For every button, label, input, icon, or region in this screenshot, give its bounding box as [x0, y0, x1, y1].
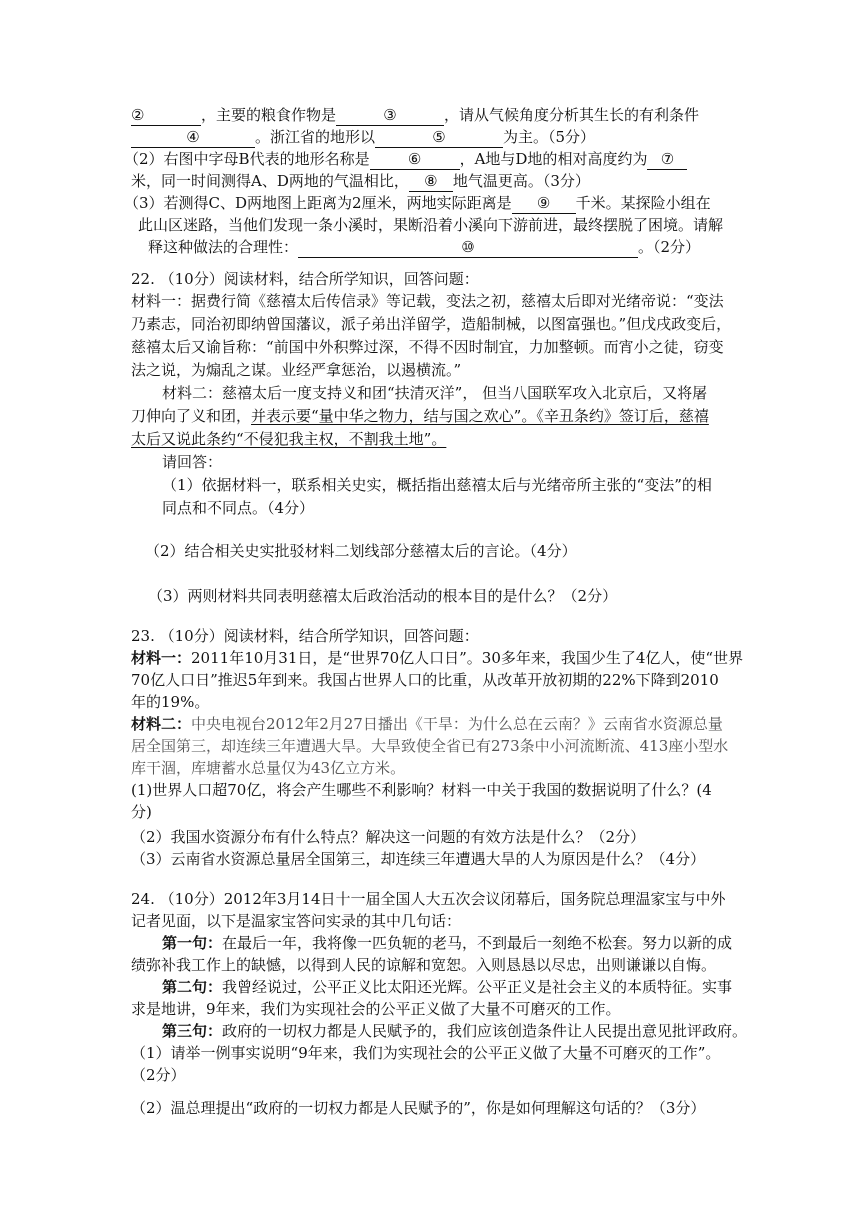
- sentence-1-label: 第一句：: [162, 934, 223, 952]
- answer-blank-7[interactable]: ⑦: [647, 149, 687, 170]
- material-2-label: 材料二：: [131, 715, 192, 733]
- q21-line-3: （2）右图中字母B代表的地形名称是 ⑥ ，A地与D地的相对高度约为 ⑦: [124, 148, 687, 170]
- q22-material-1-line-2: 乃素志，同治初即纳曾国藩议，派子弟出洋留学，造船制械，以图富强也。”但戊戌政变后，: [131, 315, 732, 333]
- answer-blank-2[interactable]: ②: [131, 105, 201, 126]
- q24-para-2-line-1: 第二句：我曾经说过，公平正义比太阳还光辉。公平正义是社会主义的本质特征。实事: [162, 978, 733, 996]
- q23-material-1-line-3: 年的19%。: [131, 693, 210, 711]
- q22-sub-1-line-1: （1）依据材料一，联系相关史实，概括指出慈禧太后与光绪帝所主张的“变法”的相: [162, 476, 712, 494]
- q23-title: 23. （10分）阅读材料，结合所学知识，回答问题：: [131, 627, 479, 645]
- q21-line-5: （3）若测得C、D两地图上距离为2厘米，两地实际距离是 ⑨ 千米。某探险小组在: [124, 194, 711, 212]
- q24-sub-1-line-1: （1）请举一例事实说明“9年来，我们为实现社会的公平正义做了大量不可磨灭的工作”。: [131, 1044, 721, 1062]
- sentence-3-label: 第三句：: [162, 1022, 223, 1040]
- q23-material-1-line-2: 70亿人口日”推迟5年到来。我国占世界人口的比重，从改革开放初期的22%下降到2010: [131, 671, 719, 689]
- q23-sub-1-line-1: (1)世界人口超70亿，将会产生哪些不利影响？材料一中关于我国的数据说明了什么？(4: [131, 781, 712, 799]
- answer-blank-4[interactable]: ④: [131, 127, 255, 148]
- q23-material-2-line-2: 居全国第三，却连续三年遭遇大旱。大旱致使全省已有273条中小河流断流、413座小型水: [131, 737, 729, 755]
- q23-sub-3: （3）云南省水资源总量居全国第三，却连续三年遭遇大旱的人为原因是什么？（4分）: [131, 850, 706, 868]
- q23-sub-2: （2）我国水资源分布有什么特点？解决这一问题的有效方法是什么？（2分）: [131, 828, 646, 846]
- q24-sub-2: （2）温总理提出“政府的一切权力都是人民赋予的”，你是如何理解这句话的？（3分）: [131, 1099, 706, 1117]
- sentence-2-label: 第二句：: [162, 978, 223, 996]
- q23-material-2-line-3: 库干涸，库塘蓄水总量仅为43亿立方米。: [131, 759, 406, 777]
- q24-para-1-line-2: 绩弥补我工作上的缺憾，以得到人民的谅解和宽恕。入则恳恳以尽忠，出则谦谦以自悔。: [131, 956, 717, 974]
- q22-material-1-line-1: 材料一：据费行简《慈禧太后传信录》等记载，变法之初，慈禧太后即对光绪帝说：“变法: [131, 292, 724, 310]
- q21-line-4: 米，同一时间测得A、D两地的气温相比， ⑧ 地气温更高。（3分）: [131, 172, 590, 190]
- q22-sub-3: （3）两则材料共同表明慈禧太后政治活动的根本目的是什么？（2分）: [148, 587, 618, 605]
- q23-material-1-line-1: 材料一：2011年10月31日，是“世界70亿人口日”。30多年来，我国少生了4亿人，使“世界: [131, 649, 744, 667]
- q21-line-1: ② ，主要的粮食作物是 ③ ，请从气候角度分析其生长的有利条件: [131, 106, 700, 124]
- q24-para-1-line-1: 第一句：在最后一年，我将像一匹负轭的老马，不到最后一刻绝不松套。努力以新的成: [162, 934, 733, 952]
- q22-sub-2: （2）结合相关史实批驳材料二划线部分慈禧太后的言论。（4分）: [145, 542, 577, 560]
- q24-line-2: 记者见面，以下是温家宝答问实录的其中几句话：: [131, 912, 462, 930]
- underlined-quote: 并表示要“量中华之物力，结与国之欢心”。《辛丑条约》签订后，慈禧: [251, 407, 709, 425]
- q21-line-7: 释这种做法的合理性： ⑩ 。（2分）: [148, 238, 701, 256]
- q22-sub-1-line-2: 同点和不同点。（4分）: [162, 499, 315, 517]
- answer-blank-9[interactable]: ⑨: [512, 193, 576, 214]
- q22-material-2-line-3: 太后又说此条约“不侵犯我主权，不割我土地”。: [131, 430, 447, 448]
- q22-material-1-line-4: 法之说，为煽乱之谋。业经严拿惩治，以遏横流。”: [131, 361, 462, 379]
- q21-line-6: 此山区迷路，当他们发现一条小溪时，果断沿着小溪向下游前进，最终摆脱了困境。请解: [138, 216, 724, 234]
- q23-material-2-line-1: 材料二：中央电视台2012年2月27日播出《干旱：为什么总在云南？》云南省水资源总量: [131, 715, 723, 733]
- q24-line-1: 24. （10分）2012年3月14日十一届全国人大五次会议闭幕后，国务院总理温家宝与中外: [131, 890, 726, 908]
- q21-line-2: ④ 。浙江省的地形以 ⑤ 为主。（5分）: [131, 126, 595, 148]
- q24-para-3-line-1: 第三句：政府的一切权力都是人民赋予的，我们应该创造条件让人民提出意见批评政府。: [162, 1022, 748, 1040]
- q22-material-2-line-2: 刀伸向了义和团，并表示要“量中华之物力，结与国之欢心”。《辛丑条约》签订后，慈禧: [131, 407, 709, 425]
- q24-para-2-line-2: 求是地讲，9年来，我们为实现社会的公平正义做了大量不可磨灭的工作。: [131, 1000, 621, 1018]
- answer-blank-6[interactable]: ⑥: [370, 149, 460, 170]
- answer-blank-8[interactable]: ⑧: [409, 171, 453, 192]
- q22-material-1-line-3: 慈禧太后又谕旨称：“前国中外积弊过深，不得不因时制宜，力加整顿。而宵小之徒，窃变: [131, 338, 724, 356]
- q22-material-2-line-1: 材料二：慈禧太后一度支持义和团“扶清灭洋”， 但当八国联军攻入北京后，又将屠: [162, 384, 708, 402]
- q24-sub-1-line-2: （2分）: [131, 1066, 186, 1084]
- answer-blank-10[interactable]: ⑩: [298, 237, 638, 258]
- q22-ask: 请回答：: [162, 453, 223, 471]
- answer-blank-3[interactable]: ③: [336, 105, 444, 126]
- material-1-label: 材料一：: [131, 649, 192, 667]
- q23-sub-1-line-2: 分): [131, 803, 152, 821]
- q22-title: 22. （10分）阅读材料，结合所学知识，回答问题：: [131, 270, 479, 288]
- answer-blank-5[interactable]: ⑤: [375, 127, 503, 148]
